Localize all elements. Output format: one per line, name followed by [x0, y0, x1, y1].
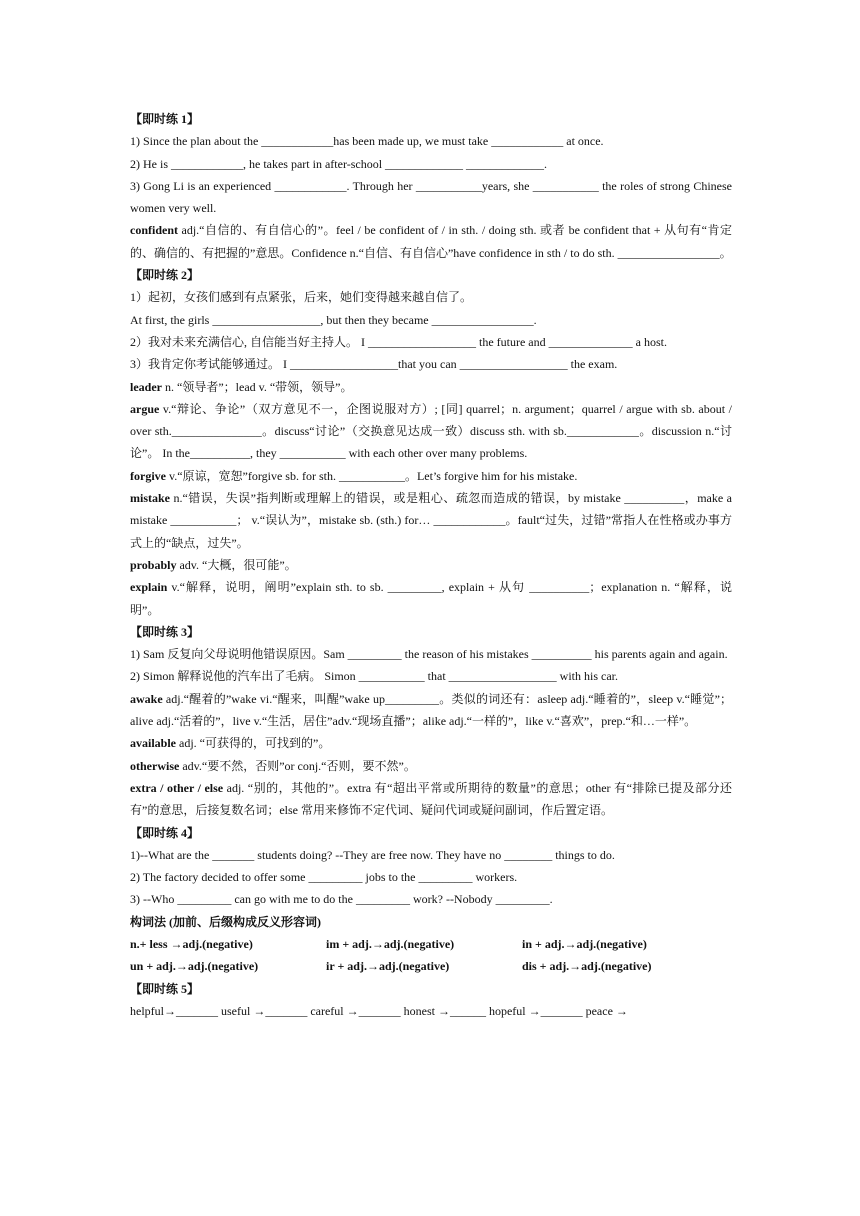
vocab-entry	[130, 554, 732, 576]
text-line: 1)--What are the _______ students doing? --They are free now. They have no ________ things to do.	[130, 847, 615, 862]
vocab-definition: v.“解释，说明，阐明”explain sth. to sb. _________, explain + 从句 __________；explanation n. “解释，说明”。	[130, 580, 732, 617]
text-line: helpful→_______ useful →_______ careful →_______ honest →______ hopeful →_______ peace →	[130, 1003, 628, 1018]
vocab-word: explain	[130, 580, 168, 595]
vocab-word: awake	[130, 691, 163, 706]
text-line: 2) The factory decided to offer some _________ jobs to the _________ workers.	[130, 870, 518, 885]
vocab-definition: v.“辩论、争论”（双方意见不一，企图说服对方）; [同] quarrel；n. argument；quarrel / argue with sb. about / over sth._______________。discuss“讨论”（交换意见达成一致）discuss sth. with sb.____________。discussion n.“讨论”。 In the__________, they ___________ with each other over many problems.	[130, 401, 732, 461]
word-formation-rule: n.+ less →adj.(negative)	[130, 936, 253, 951]
text-line: 2）我对未来充满信心, 自信能当好主持人。 I __________________ the future and ______________ a host.	[130, 334, 667, 349]
text-paragraph: 3) Gong Li is an experienced ____________. Through her ___________years, she ___________ the roles of strong Chinese women very well.	[130, 178, 732, 216]
vocab-entry	[130, 398, 732, 465]
vocab-word: argue	[130, 401, 160, 416]
section-heading: 构词法 (加前、后缀构成反义形容词)	[130, 914, 321, 929]
vocab-definition: v.“原谅，宽恕”forgive sb. for sth. ___________。Let’s forgive him for his mistake.	[165, 468, 578, 483]
vocab-entry	[130, 755, 732, 777]
word-formation-rule: un + adj.→adj.(negative)	[130, 959, 259, 974]
vocab-word: leader	[130, 379, 162, 394]
text-line: 1）起初，女孩们感到有点紧张，后来，她们变得越来越自信了。	[130, 290, 473, 305]
vocab-entry	[130, 219, 732, 264]
vocab-entry	[130, 465, 732, 487]
text-line: At first, the girls __________________, but then they became _________________.	[130, 312, 537, 327]
text-paragraph: 1) Sam 反复向父母说明他错误原因。Sam _________ the reason of his mistakes __________ his parents again and again.	[130, 647, 728, 662]
vocab-word: otherwise	[130, 758, 180, 773]
vocab-definition: adj.“自信的、有自信心的”。feel / be confident of / in sth. / doing sth. 或者 be confident that + 从句有“肯定的、确信的、有把握的”意思。Confidence n.“自信、有自信心”have confidence in sth / to do sth. _________________。	[130, 223, 732, 260]
section-heading: 【即时练 5】	[130, 981, 200, 996]
text-line: 3）我肯定你考试能够通过。 I __________________that you can __________________ the exam.	[130, 357, 618, 372]
vocab-word: confident	[130, 223, 178, 238]
vocab-entry	[130, 487, 732, 554]
vocab-word: extra / other / else	[130, 780, 224, 795]
section-heading: 【即时练 4】	[130, 825, 200, 840]
vocab-definition: adv. “大概，很可能”。	[176, 557, 297, 572]
vocab-word: mistake	[130, 491, 170, 506]
vocab-entry	[130, 376, 732, 398]
word-formation-rule: in + adj.→adj.(negative)	[522, 936, 647, 951]
word-formation-rule-row	[130, 933, 732, 955]
word-formation-rule: ir + adj.→adj.(negative)	[326, 959, 450, 974]
section-heading: 【即时练 3】	[130, 624, 200, 639]
vocab-entry	[130, 688, 732, 733]
document-page	[130, 108, 732, 1022]
text-line: 2) Simon 解释说他的汽车出了毛病。 Simon ___________ that __________________ with his car.	[130, 669, 618, 684]
vocab-definition: adv.“要不然，否则”or conj.“否则，要不然”。	[179, 758, 416, 773]
vocab-entry	[130, 777, 732, 822]
vocab-entry	[130, 576, 732, 621]
text-line: 2) He is ____________, he takes part in after-school _____________ _____________.	[130, 156, 548, 171]
text-line: 1) Since the plan about the ____________has been made up, we must take ____________ at once.	[130, 134, 604, 149]
vocab-word: forgive	[130, 468, 166, 483]
word-formation-rule: im + adj.→adj.(negative)	[326, 936, 455, 951]
vocab-definition: adj. “可获得的，可找到的”。	[176, 736, 331, 751]
vocab-definition: adj. “别的，其他的”。extra 有“超出平常或所期待的数量”的意思；other 有“排除已提及部分还有”的意思，后接复数名词；else 常用来修饰不定代词、疑问代词或疑问副词，作后置定语。	[130, 780, 732, 818]
vocab-entry	[130, 732, 732, 754]
vocab-word: available	[130, 736, 177, 751]
vocab-definition: n. “领导者”；lead v. “带领，领导”。	[162, 379, 353, 394]
vocab-word: probably	[130, 557, 177, 572]
section-heading: 【即时练 1】	[130, 112, 200, 126]
text-line: 3) --Who _________ can go with me to do the _________ work? --Nobody _________.	[130, 892, 553, 907]
section-heading: 【即时练 2】	[130, 268, 200, 283]
word-formation-rule-row	[130, 955, 732, 977]
vocab-definition: adj.“醒着的”wake vi.“醒来，叫醒”wake up_________。类似的词还有：asleep adj.“睡着的”，sleep v.“睡觉”；alive adj.“活着的”，live v.“生活，居住”adv.“现场直播”；alike adj.“一样的”，like v.“喜欢”，prep.“和…一样”。	[130, 691, 732, 729]
vocab-definition: n.“错误，失误”指判断或理解上的错误，或是粗心、疏忽而造成的错误，by mistake __________，make a mistake ___________； v.“误认为”，mistake sb. (sth.) for… ____________。fault“过失，过错”常指人在性格或办事方式上的“缺点，过失”。	[130, 491, 732, 550]
word-formation-rule: dis + adj.→adj.(negative)	[522, 959, 652, 974]
